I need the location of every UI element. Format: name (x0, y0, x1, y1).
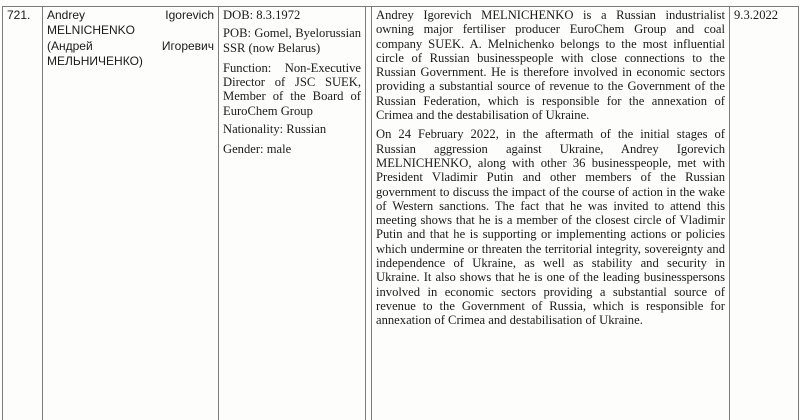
date-of-listing: 9.3.2022 (730, 7, 799, 420)
cyrillic-given-name: (Андрей (47, 39, 93, 53)
place-of-birth: POB: Gomel, Byelorussian SSR (now Belarus) (223, 26, 361, 55)
sanctions-table (2, 6, 799, 420)
reasons-paragraph-2: On 24 February 2022, in the aftermath of the initial stages of Russian aggression against Ukraine, Andrey Igorevich MELNICHENKO, along with other 36 businesspeople, met with President Vladimir Putin and other members of the Russian government to discuss the impact of the course of action in the wake of Western sanctions. The fact that he was invited to attend this meeting shows that he is a member of the closest circle of Vladimir Putin and that he is supporting or implementing actions or policies which undermine or threaten the territorial integrity, sovereignty and independence of Ukraine, as well as stability and security in Ukraine. It also shows that he is one of the leading businesspersons involved in economic sectors providing a substantial source of revenue to the Government of Russia, which is responsible for annexation of Crimea and destabilisation of Ukraine. (376, 127, 725, 328)
table-row (3, 7, 799, 420)
entry-name-cell (43, 7, 219, 420)
date-of-birth: DOB: 8.3.1972 (223, 8, 301, 22)
cyrillic-name-line (47, 39, 214, 54)
cyrillic-surname: МЕЛЬНИЧЕНКО) (47, 53, 143, 68)
entry-number: 721. (3, 7, 43, 420)
reasons-paragraph-1: Andrey Igorevich MELNICHENKO is a Russian industrialist owning major fertiliser producer EuroChem Group and coal company SUEK. A. Melnichenko belongs to the most influential circle of Russian businesspeople with close connections to the Russian Government. He is therefore involved in economic sectors providing a substantial source of revenue to the Government of the Russian Federation, which is responsible for the annexation of Crimea and the destabilisation of Ukraine. (376, 8, 725, 123)
reasons-cell (372, 7, 730, 420)
given-name: Andrey (47, 8, 86, 22)
identifying-info-cell (219, 7, 366, 420)
surname: MELNICHENKO (47, 22, 136, 37)
function: Function: Non-Executive Director of JSC SUEK, Member of the Board of EuroChem Group (223, 60, 361, 118)
patronymic: Igorevich (165, 8, 214, 22)
cyrillic-patronymic: Игоревич (161, 39, 214, 53)
gender: Gender: male (223, 142, 292, 157)
latin-name-line (47, 8, 214, 23)
nationality: Nationality: Russian (223, 122, 327, 137)
